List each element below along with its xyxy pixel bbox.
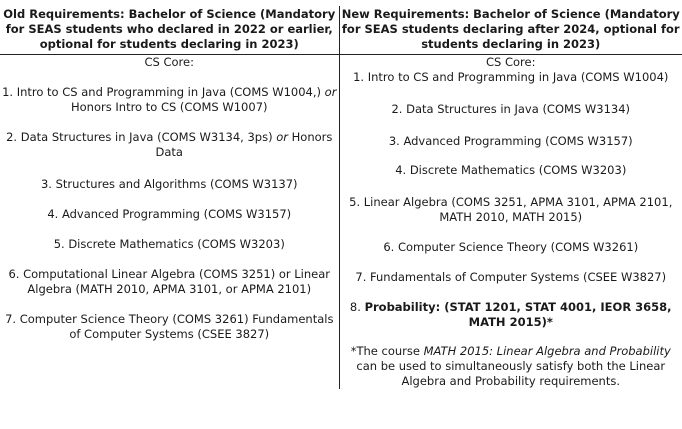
old-item-1-or: or: [324, 85, 337, 99]
old-item-6: 6. Computational Linear Algebra (COMS 3251) or Linear Algebra (MATH 2010, APMA 3101, or APMA 2101): [8, 267, 331, 296]
new-item-3: 3. Advanced Programming (COMS W3157): [388, 134, 633, 148]
new-item-8-probability: Probability: (STAT 1201, STAT 4001, IEOR 3658, MATH 2015)*: [364, 300, 672, 329]
old-item-2-main: 2. Data Structures in Java (COMS W3134, 3ps): [6, 130, 277, 144]
old-item-3: 3. Structures and Algorithms (COMS W3137): [40, 177, 298, 191]
new-item-2: 2. Data Structures in Java (COMS W3134): [391, 102, 631, 116]
footnote-prefix: *The course: [350, 344, 424, 358]
old-requirements-header: Old Requirements: Bachelor of Science (Mandatory for SEAS students who declared in 2022 or earlier, optional for students declaring in 2023): [0, 6, 339, 55]
old-item-1-rest: Honors Intro to CS (COMS W1007): [71, 100, 268, 114]
requirements-table: [0, 6, 682, 389]
footnote-suffix: can be used to simultaneously satisfy both the Linear Algebra and Probability requirements.: [356, 359, 666, 388]
old-item-2-or: or: [276, 130, 288, 144]
new-core-label: CS Core:: [486, 55, 536, 69]
footnote-course: MATH 2015: Linear Algebra and Probability: [423, 344, 671, 358]
new-item-8: [342, 300, 681, 330]
new-item-4: 4. Discrete Mathematics (COMS W3203): [395, 163, 627, 177]
old-item-4: 4. Advanced Programming (COMS W3157): [47, 207, 292, 221]
old-core-label: CS Core:: [144, 55, 194, 69]
new-requirements-cell: [339, 55, 682, 390]
old-item-5: 5. Discrete Mathematics (COMS W3203): [53, 237, 285, 251]
new-item-7: 7. Fundamentals of Computer Systems (CSEE W3827): [355, 270, 667, 284]
old-requirements-cell: [0, 55, 339, 390]
new-item-8-number: 8.: [349, 300, 365, 314]
old-item-1: [2, 85, 337, 115]
old-item-2: [2, 130, 337, 160]
header-row: [0, 6, 682, 55]
new-requirements-header: New Requirements: Bachelor of Science (Mandatory for SEAS students declaring after 2024, optional for students declaring in 2023): [339, 6, 682, 55]
new-item-1: 1. Intro to CS and Programming in Java (COMS W1004): [353, 70, 669, 84]
old-item-7: 7. Computer Science Theory (COMS 3261) Fundamentals of Computer Systems (CSEE 3827): [5, 312, 334, 341]
old-item-2-rest: Honors Data: [155, 130, 333, 159]
old-item-1-main: 1. Intro to CS and Programming in Java (COMS W1004,): [2, 85, 325, 99]
new-item-5: 5. Linear Algebra (COMS 3251, APMA 3101, APMA 2101, MATH 2010, MATH 2015): [349, 195, 673, 224]
body-row: [0, 55, 682, 390]
new-item-6: 6. Computer Science Theory (COMS W3261): [383, 240, 639, 254]
new-footnote: [342, 344, 681, 389]
